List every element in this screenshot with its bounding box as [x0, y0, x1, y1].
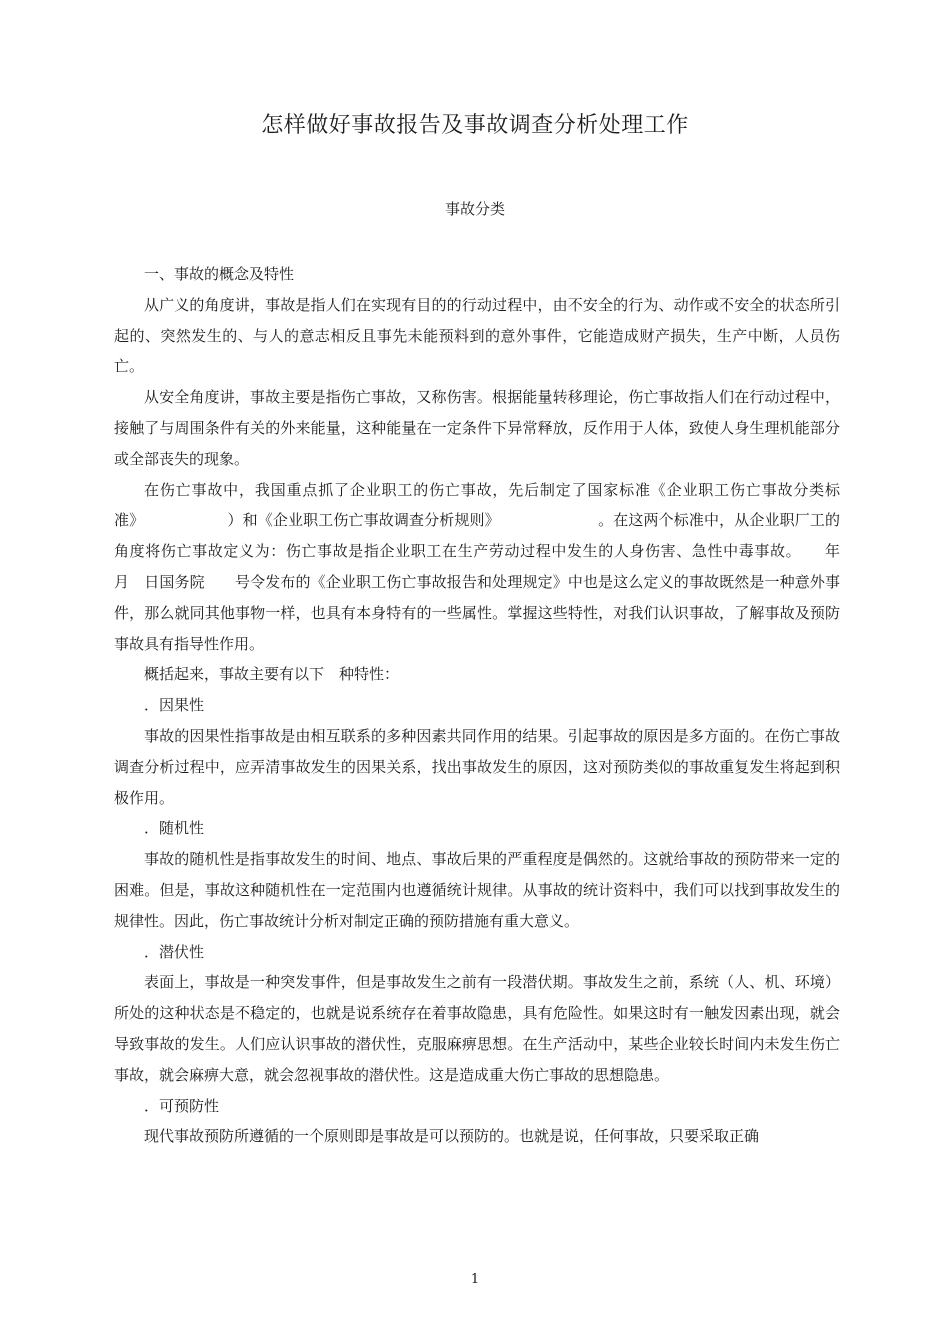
heading-preventability: ．可预防性 — [144, 1096, 220, 1115]
paragraph-characteristics-intro: 概括起来，事故主要有以下 种特性： — [144, 665, 400, 684]
heading-randomness: ．随机性 — [144, 819, 205, 838]
paragraph-standards: 在伤亡事故中，我国重点抓了企业职工的伤亡事故，先后制定了国家标准《企业职工伤亡事故分类标准》 ）和《企业职工伤亡事故调查分析规则》 。在这两个标准中，从企业职厂工的角度将伤亡事故定义为：伤亡事故是指企业职工在生产劳动过程中发生的人身伤害、急性中毒事故。 年 月 日国务院 号令发布的《企业职工伤亡事故报告和处理规定》中也是这么定义的事故既然是一种意外事件，那么就同其他事物一样，也具有本身特有的一些属性。掌握这些特性，对我们认识事故，了解事故及预防事故具有指导性作用。 — [114, 480, 856, 653]
paragraph-broad-definition: 从广义的角度讲，事故是指人们在实现有目的的行动过程中，由不安全的行为、动作或不安全的状态所引起的、突然发生的、与人的意志相反且事先未能预料到的意外事件，它能造成财产损失，生产中断，人员伤亡。 — [114, 295, 840, 376]
paragraph-latency: 表面上，事故是一种突发事件，但是事故发生之前有一段潜伏期。事故发生之前，系统（人、机、环境）所处的这种状态是不稳定的，也就是说系统存在着事故隐患，具有危险性。如果这时有一触发因素出现，就会导致事故的发生。人们应认识事故的潜伏性，克服麻痹思想。在生产活动中，某些企业较长时间内未发生伤亡事故，就会麻痹大意，就会忽视事故的潜伏性。这是造成重大伤亡事故的思想隐患。 — [114, 973, 840, 1084]
paragraph-preventability: 现代事故预防所遵循的一个原则即是事故是可以预防的。也就是说，任何事故，只要采取正确 — [144, 1127, 760, 1146]
paragraph-randomness: 事故的随机性是指事故发生的时间、地点、事故后果的严重程度是偶然的。这就给事故的预防带来一定的困难。但是，事故这种随机性在一定范围内也遵循统计规律。从事故的统计资料中，我们可以找到事故发生的规律性。因此，伤亡事故统计分析对制定正确的预防措施有重大意义。 — [114, 850, 840, 930]
document-body — [114, 259, 856, 1152]
document-title: 怎样做好事故报告及事故调查分析处理工作 — [261, 113, 689, 138]
heading-causality: ．因果性 — [144, 696, 205, 715]
heading-accident-concept: 一、事故的概念及特性 — [144, 265, 295, 283]
section-heading: 事故分类 — [444, 200, 505, 218]
paragraph-causality: 事故的因果性指事故是由相互联系的多种因素共同作用的结果。引起事故的原因是多方面的。在伤亡事故调查分析过程中，应弄清事故发生的因果关系，找出事故发生的原因，这对预防类似的事故重复发生将起到积极作用。 — [114, 726, 840, 807]
page-number: 1 — [470, 1272, 480, 1287]
heading-latency: ．潜伏性 — [144, 942, 205, 961]
paragraph-safety-definition: 从安全角度讲，事故主要是指伤亡事故，又称伤害。根据能量转移理论，伤亡事故指人们在行动过程中，接触了与周围条件有关的外来能量，这种能量在一定条件下异常释放，反作用于人体，致使人身生理机能部分或全部丧失的现象。 — [114, 388, 840, 468]
